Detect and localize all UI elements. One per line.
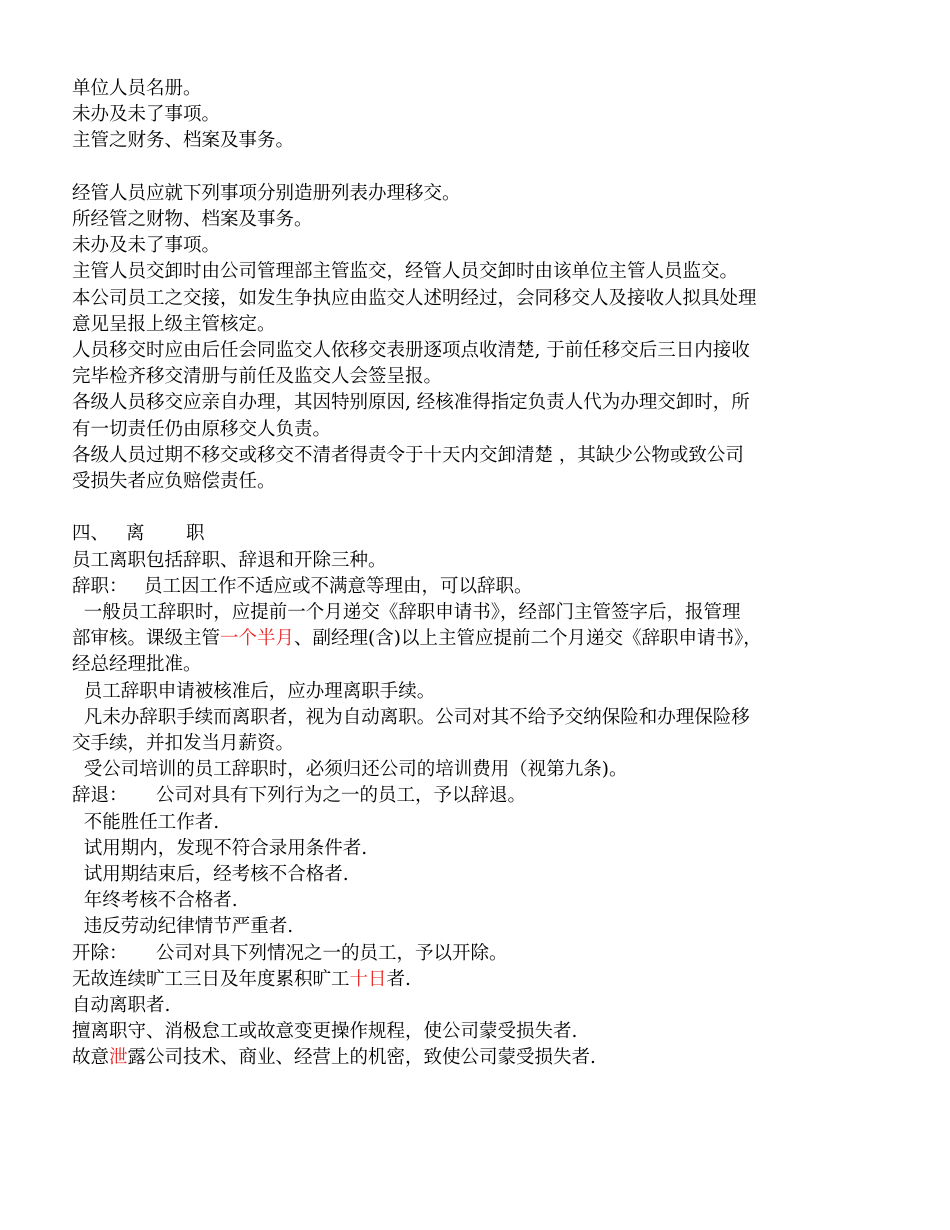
paragraph-line: 各级人员移交应亲自办理，其因特别原因, 经核准得指定负责人代为办理交卸时，所 bbox=[72, 392, 750, 414]
highlighted-text: 泄 bbox=[109, 1047, 128, 1069]
resignation-section bbox=[72, 521, 892, 1071]
text-run: 露公司技术、商业、经营上的机密，致使公司蒙受损失者. bbox=[127, 1047, 596, 1069]
dismiss-definition bbox=[72, 783, 892, 809]
highlighted-text: 一个半月 bbox=[220, 628, 295, 650]
paragraph-line: 所经管之财物、档案及事务。 bbox=[72, 209, 313, 230]
section-heading bbox=[72, 521, 892, 547]
expel-description: 公司对具下列情况之一的员工，予以开除。 bbox=[156, 942, 508, 964]
resign-definition bbox=[72, 574, 892, 600]
text-run: 无故连续旷工三日及年度累积旷工 bbox=[72, 968, 350, 990]
paragraph-line: 受公司培训的员工辞职时，必须归还公司的培训费用（视第九条)。 bbox=[72, 759, 628, 781]
expel-definition bbox=[72, 941, 892, 967]
resign-label: 辞职： bbox=[72, 575, 128, 597]
paragraph-line: 经管人员应就下列事项分别造册列表办理移交。 bbox=[72, 182, 461, 204]
heading-char: 离 bbox=[126, 523, 145, 545]
list-item: 违反劳动纪律情节严重者. bbox=[72, 916, 294, 938]
paragraph-line: 一般员工辞职时，应提前一个月递交《辞职申请书》，经部门主管签字后，报管理 bbox=[72, 602, 741, 624]
paragraph-line: 意见呈报上级主管核定。 bbox=[72, 313, 276, 335]
paragraph-line: 有一切责任仍由原移交人负责。 bbox=[72, 418, 332, 440]
heading-char: 职 bbox=[186, 523, 205, 545]
list-item: 擅离职守、消极怠工或故意变更操作规程，使公司蒙受损失者. bbox=[72, 1021, 578, 1043]
paragraph-gap bbox=[72, 155, 892, 181]
paragraph-gap bbox=[72, 495, 892, 521]
transfer-list bbox=[72, 76, 892, 155]
list-item: 单位人员名册。 bbox=[72, 78, 202, 99]
list-item bbox=[72, 1045, 892, 1071]
paragraph-line: 人员移交时应由后任会同监交人依移交表册逐项点收清楚, 于前任移交后三日内接收 bbox=[72, 340, 750, 362]
transfer-rules bbox=[72, 181, 892, 495]
list-item: 主管之财务、档案及事务。 bbox=[72, 130, 295, 152]
paragraph-line: 主管人员交卸时由公司管理部主管监交，经管人员交卸时由该单位主管人员监交。 bbox=[72, 261, 739, 283]
list-item: 试用期结束后，经考核不合格者. bbox=[72, 864, 349, 886]
paragraph-line: 本公司员工之交接，如发生争执应由监交人述明经过，会同移交人及接收人拟具处理 bbox=[72, 287, 757, 309]
heading-number: 四、 bbox=[72, 523, 110, 545]
list-item: 试用期内，发现不符合录用条件者. bbox=[72, 837, 368, 859]
list-item: 年终考核不合格者. bbox=[72, 890, 238, 912]
text-run: 、副经理(含)以上主管应提前二个月递交《辞职申请书》， bbox=[294, 628, 762, 650]
paragraph-line: 各级人员过期不移交或移交不清者得责令于十天内交卸清楚 ，其缺少公物或致公司 bbox=[72, 444, 744, 466]
section-intro: 员工离职包括辞职、辞退和开除三种。 bbox=[72, 549, 387, 571]
paragraph-line: 经总经理批准。 bbox=[72, 654, 202, 676]
paragraph-line: 受损失者应负赔偿责任。 bbox=[72, 471, 276, 493]
paragraph-line: 交手续，并扣发当月薪资。 bbox=[72, 733, 295, 755]
dismiss-label: 辞退： bbox=[72, 785, 128, 807]
list-item: 不能胜任工作者. bbox=[72, 811, 220, 833]
expel-label: 开除： bbox=[72, 942, 128, 964]
resign-description: 员工因工作不适应或不满意等理由，可以辞职。 bbox=[144, 575, 533, 597]
list-item: 未办及未了事项。 bbox=[72, 104, 221, 126]
list-item: 自动离职者. bbox=[72, 995, 171, 1017]
dismiss-description: 公司对具有下列行为之一的员工，予以辞退。 bbox=[156, 785, 527, 807]
paragraph-line: 完毕检齐移交清册与前任及监交人会签呈报。 bbox=[72, 366, 443, 388]
paragraph-line: 凡未办辞职手续而离职者，视为自动离职。公司对其不给予交纳保险和办理保险移 bbox=[72, 706, 750, 728]
highlighted-text: 十日 bbox=[349, 968, 387, 990]
paragraph-line bbox=[72, 626, 892, 652]
document-page bbox=[72, 76, 892, 1072]
text-run: 者. bbox=[386, 968, 411, 990]
paragraph-line: 员工辞职申请被核准后，应办理离职手续。 bbox=[72, 680, 436, 702]
text-run: 故意 bbox=[72, 1047, 110, 1069]
list-item bbox=[72, 967, 892, 993]
paragraph-line: 未办及未了事项。 bbox=[72, 235, 221, 257]
text-run: 部审核。课级主管 bbox=[72, 628, 221, 650]
